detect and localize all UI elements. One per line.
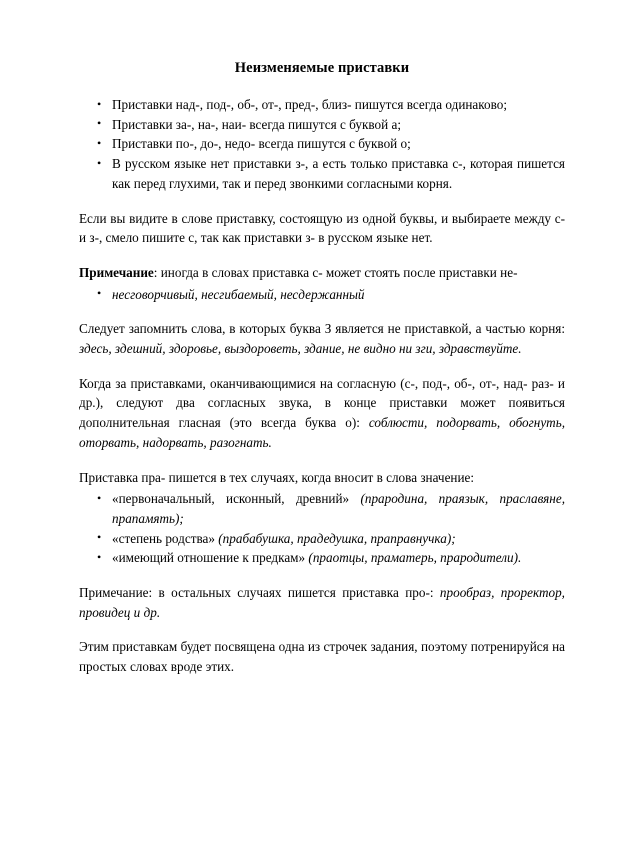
note-label: Примечание <box>79 264 154 280</box>
list-item <box>79 134 565 154</box>
bullet-examples: (прабабушка, прадедушка, праправнучка); <box>218 530 456 546</box>
page-title: Неизменяемые приставки <box>234 60 410 76</box>
list-item <box>79 154 565 193</box>
note-label: Примечание <box>79 585 149 601</box>
intro-bullet-list <box>79 95 565 194</box>
bullet-quoted-meaning: «степень родства» <box>112 530 219 546</box>
bullet-text: В русском языке нет приставки з-, а есть только приставка с-, которая пишется как перед глухими, так и перед звонкими согласными корня. <box>112 156 565 191</box>
pra-meaning-list <box>79 489 565 568</box>
list-item <box>79 115 565 135</box>
note-text: иногда в словах приставка с- может стоять после приставки не- <box>160 264 518 280</box>
paragraph-extra-vowel <box>79 374 565 453</box>
paragraph-lead: Когда за приставками, оканчивающимися на согласную (с-, под-, об-, от-, над- раз- и др.), следуют два согласных звука, в конце приставки может появиться дополнительная гласная (это всегда буква о): <box>79 375 565 431</box>
list-item <box>79 489 565 528</box>
note-text: в остальных случаях пишется приставка про-: <box>158 585 440 601</box>
paragraph-closing: Этим приставкам будет посвящена одна из строчек задания, поэтому потренируйся на простых словах вроде этих. <box>79 639 565 675</box>
bullet-examples: (прародина, праязык, праславяне, прапамять); <box>112 491 565 526</box>
note-paragraph-2 <box>79 583 565 622</box>
paragraph-examples: здесь, здешний, здоровье, выздороветь, здание, не видно ни зги, здравствуйте. <box>79 341 522 357</box>
paragraph-remember-z <box>79 319 565 358</box>
list-item <box>79 285 565 305</box>
paragraph-examples: соблюсти, подорвать, обогнуть, оторвать, надорвать, разогнать. <box>79 415 565 450</box>
note-paragraph-1 <box>79 263 565 283</box>
bullet-text: Приставки над-, под-, об-, от-, пред-, близ- пишутся всегда одинаково; <box>112 97 508 112</box>
paragraph-prefix-pra: Приставка пра- пишется в тех случаях, когда вносит в слова значение: <box>79 469 475 485</box>
bullet-quoted-meaning: «первоначальный, исконный, древний» <box>112 491 361 507</box>
bullet-text: несговорчивый, несгибаемый, несдержанный <box>112 286 365 302</box>
bullet-quoted-meaning: «имеющий отношение к предкам» <box>112 550 309 566</box>
bullet-text: Приставки по-, до-, недо- всегда пишутся с буквой о; <box>112 136 411 152</box>
note-1-example-list <box>79 285 565 305</box>
bullet-text: Приставки за-, на-, наи- всегда пишутся с буквой а; <box>112 116 401 132</box>
list-item <box>79 95 565 115</box>
paragraph-single-letter-prefix: Если вы видите в слове приставку, состоящую из одной буквы, и выбираете между с- и з-, смело пишите с, так как приставки з- в русском языке нет. <box>79 210 565 246</box>
note-examples: прообраз, проректор, провидец и др. <box>79 585 565 620</box>
note-separator: : <box>148 585 159 601</box>
list-item <box>79 529 565 549</box>
list-item <box>79 548 565 568</box>
note-separator: : <box>153 264 161 280</box>
bullet-examples: (праотцы, праматерь, прародители). <box>308 550 522 566</box>
paragraph-lead: Следует запомнить слова, в которых буква З является не приставкой, а частью корня: <box>79 321 565 337</box>
